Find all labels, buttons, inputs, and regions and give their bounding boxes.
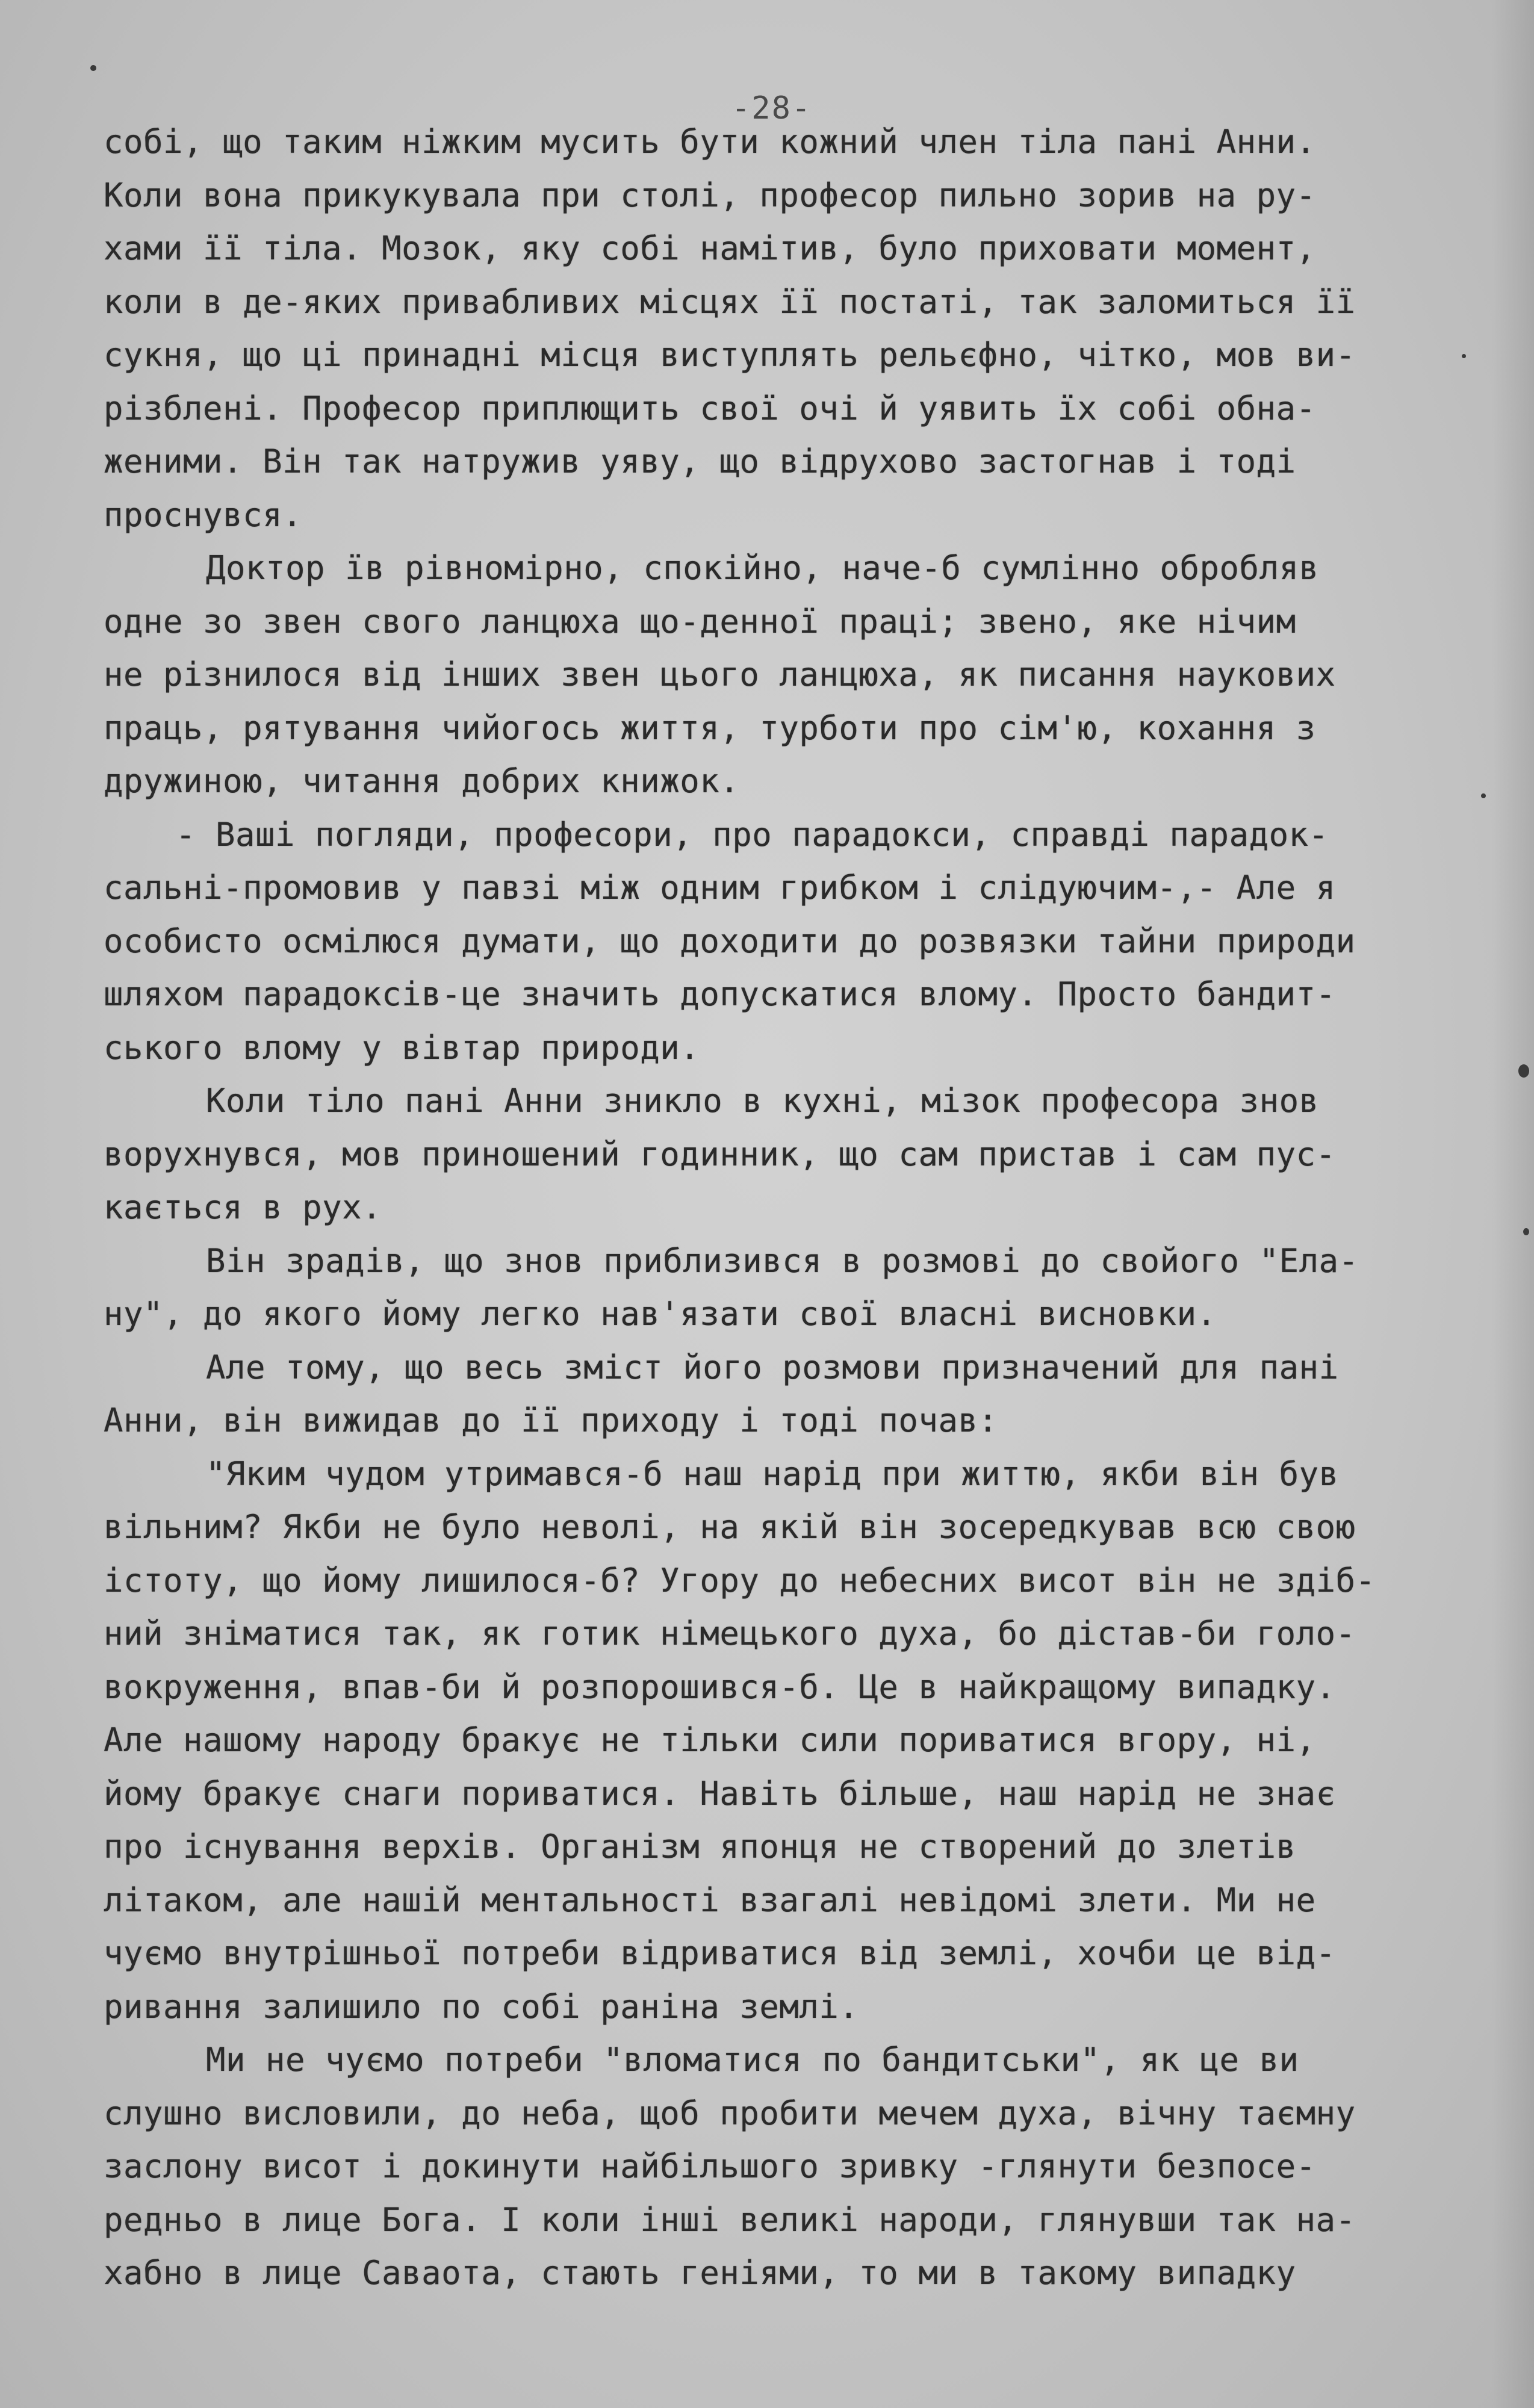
text-line: дружиною, читання добрих книжок. xyxy=(104,762,740,800)
ink-speck xyxy=(1462,354,1466,358)
text-line: різблені. Професор приплющить свої очі й уявить їх собі обна- xyxy=(104,389,1316,427)
text-line: про існування верхів. Організм японця не створений до злетів xyxy=(104,1828,1296,1866)
text-line: вокруження, впав-би й розпорошився-б. Це в найкращому випадку. xyxy=(104,1668,1336,1706)
ink-speck xyxy=(1523,1228,1529,1235)
text-line: Але нашому народу бракує не тільки сили пориватися вгору, ні, xyxy=(104,1721,1316,1759)
text-line: ний зніматися так, як готик німецького духа, бо дістав-би голо- xyxy=(104,1615,1356,1652)
text-line: ну", до якого йому легко нав'язати свої власні висновки. xyxy=(104,1295,1217,1333)
text-line: не різнилося від інших звен цього ланцюха, як писання наукових xyxy=(104,656,1336,694)
text-line: - Ваші погляди, професори, про парадокси, справді парадок- xyxy=(176,815,1329,854)
text-line: праць, рятування чийогось життя, турботи про сім'ю, кохання з xyxy=(104,709,1316,747)
text-line: ривання залишило по собі раніна землі. xyxy=(104,1987,859,2026)
text-line: заслону висот і докинути найбільшого зривку -глянути безпосе- xyxy=(104,2147,1316,2185)
text-line: Анни, він вижидав до її приходу і тоді почав: xyxy=(104,1401,998,1439)
ink-speck xyxy=(90,65,96,71)
text-line: сукня, що ці принадні місця виступлять рельєфно, чітко, мов ви- xyxy=(104,336,1356,374)
ink-speck xyxy=(1518,1064,1529,1078)
text-line: проснувся. xyxy=(104,495,303,534)
ink-speck xyxy=(1481,793,1486,798)
text-line: йому бракує снаги пориватися. Навіть більше, наш нарід не знає xyxy=(104,1774,1336,1813)
text-line: ворухнувся, мов приношений годинник, що сам пристав і сам пус- xyxy=(104,1135,1336,1173)
text-line: хабно в лице Саваота, стають геніями, то ми в такому випадку xyxy=(104,2254,1296,2292)
text-line: кається в рух. xyxy=(104,1188,382,1226)
text-line: хами її тіла. Мозок, яку собі намітив, було приховати момент, xyxy=(104,229,1316,267)
text-line: вільним? Якби не було неволі, на якій він зосередкував всю свою xyxy=(104,1508,1356,1546)
text-line: чуємо внутрішньої потреби відриватися від землі, хочби це від- xyxy=(104,1934,1336,1972)
text-line: коли в де-яких привабливих місцях її постаті, так заломиться її xyxy=(104,282,1356,321)
text-line: сальні-промовив у павзі між одним грибком і слідуючим-,- Але я xyxy=(104,869,1336,907)
text-line: собі, що таким ніжким мусить бути кожний член тіла пані Анни. xyxy=(104,123,1316,161)
text-line: Доктор їв рівномірно, спокійно, наче-б сумлінно обробляв xyxy=(206,549,1319,587)
text-line: ського влому у вівтар природи. xyxy=(104,1028,700,1067)
page-number: -28- xyxy=(731,90,812,126)
text-line: женими. Він так натружив уяву, що відрухово застогнав і тоді xyxy=(104,442,1296,480)
text-line: літаком, але нашій ментальності взагалі невідомі злети. Ми не xyxy=(104,1881,1316,1919)
text-line: Коли тіло пані Анни зникло в кухні, мізок професора знов xyxy=(206,1082,1319,1120)
text-line: Коли вона прикукувала при столі, професор пильно зорив на ру- xyxy=(104,176,1316,214)
text-line: особисто осмілюся думати, що доходити до розвязки тайни природи xyxy=(104,922,1356,960)
text-line: редньо в лице Бога. І коли інші великі народи, глянувши так на- xyxy=(104,2200,1356,2239)
text-line: істоту, що йому лишилося-б? Угору до небесних висот він не здіб- xyxy=(104,1561,1376,1600)
text-line: "Яким чудом утримався-б наш нарід при життю, якби він був xyxy=(206,1454,1339,1493)
page-edge-shadow xyxy=(1492,0,1534,2408)
text-line: Ми не чуємо потреби "вломатися по бандитськи", як це ви xyxy=(206,2041,1299,2079)
text-line: Він зрадів, що знов приблизився в розмові до свойого "Ела- xyxy=(206,1241,1359,1280)
text-line: Але тому, що весь зміст його розмови призначений для пані xyxy=(206,1348,1339,1386)
body-text xyxy=(104,116,1452,2300)
text-line: одне зо звен свого ланцюха що-денної праці; звено, яке нічим xyxy=(104,602,1296,641)
text-line: шляхом парадоксів-це значить допускатися влому. Просто бандит- xyxy=(104,975,1336,1013)
text-line: слушно висловили, до неба, щоб пробити мечем духа, вічну таємну xyxy=(104,2094,1356,2132)
